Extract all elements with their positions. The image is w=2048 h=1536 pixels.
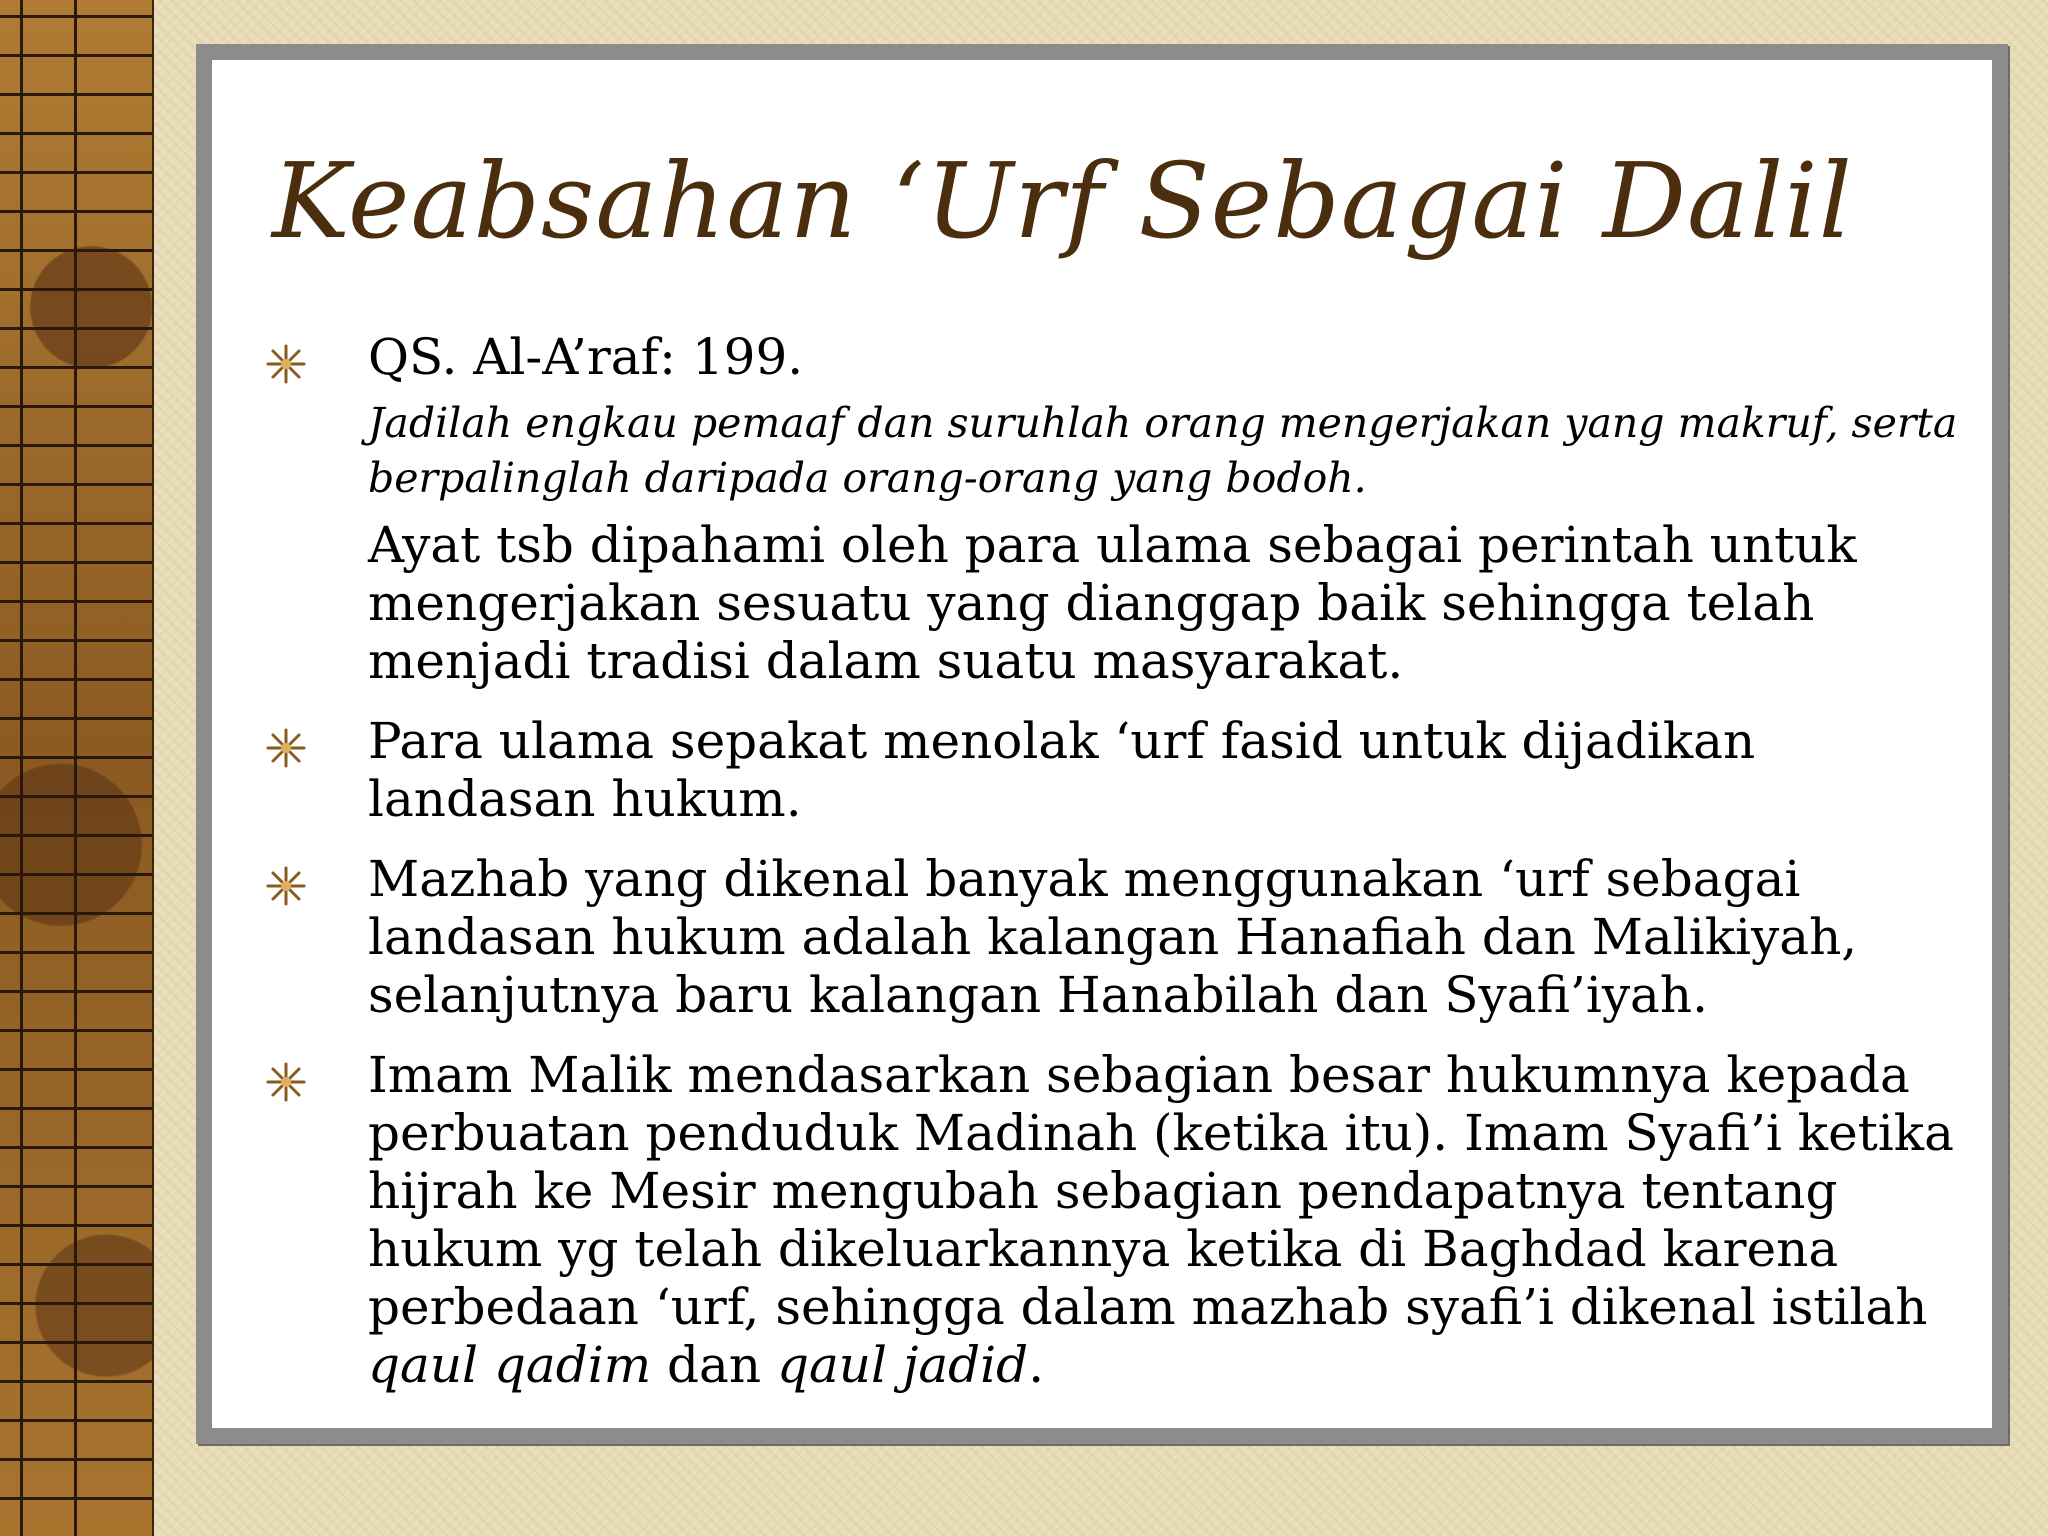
star-burst-icon bbox=[264, 726, 308, 770]
bullet-list bbox=[264, 328, 1984, 1394]
star-burst-icon bbox=[264, 342, 308, 386]
connector-text: dan bbox=[651, 1336, 777, 1394]
slide-panel bbox=[212, 60, 1992, 1428]
bullet-item-1 bbox=[264, 328, 1984, 386]
bullet-item-2 bbox=[264, 712, 1984, 828]
bullet-text: Mazhab yang dikenal banyak menggunakan ‘urf sebagai landasan hukum adalah kalangan Hanafiah dan Malikiyah, selanjutnya baru kalangan Hanabilah dan Syafi’iyah. bbox=[368, 850, 1858, 1024]
bullet-text: Para ulama sepakat menolak ‘urf fasid untuk dijadikan landasan hukum. bbox=[368, 712, 1756, 828]
term-qaul-jadid: qaul jadid bbox=[776, 1336, 1029, 1394]
star-burst-icon bbox=[264, 864, 308, 908]
slide-title: Keabsahan ‘Urf Sebagai Dalil bbox=[272, 140, 1853, 262]
bullet-text-main: Imam Malik mendasarkan sebagian besar hukumnya kepada perbuatan penduduk Madinah (ketika itu). Imam Syafi’i ketika hijrah ke Mesir mengubah sebagian pendapatnya tentang hukum yg telah dikeluarkannya ketika di Baghdad karena perbedaan ‘urf, sehingga dalam mazhab syafi’i dikenal istilah bbox=[368, 1046, 1954, 1336]
term-qaul-qadim: qaul qadim bbox=[368, 1336, 652, 1394]
verse-translation: Jadilah engkau pemaaf dan suruhlah orang mengerjakan yang makruf, serta berpalinglah daripada orang-orang yang bodoh. bbox=[368, 399, 1958, 502]
verse-explanation: Ayat tsb dipahami oleh para ulama sebagai perintah untuk mengerjakan sesuatu yang dianggap baik sehingga telah menjadi tradisi dalam suatu masyarakat. bbox=[368, 516, 1857, 690]
decorative-side-bar bbox=[0, 0, 154, 1536]
star-burst-icon bbox=[264, 1060, 308, 1104]
bullet-item-3 bbox=[264, 850, 1984, 1024]
sentence-end: . bbox=[1028, 1336, 1045, 1394]
bullet-text bbox=[368, 1046, 1984, 1394]
slide-frame bbox=[196, 44, 2008, 1444]
bullet-item-4 bbox=[264, 1046, 1984, 1394]
bullet-text: QS. Al-A’raf: 199. bbox=[368, 328, 804, 386]
